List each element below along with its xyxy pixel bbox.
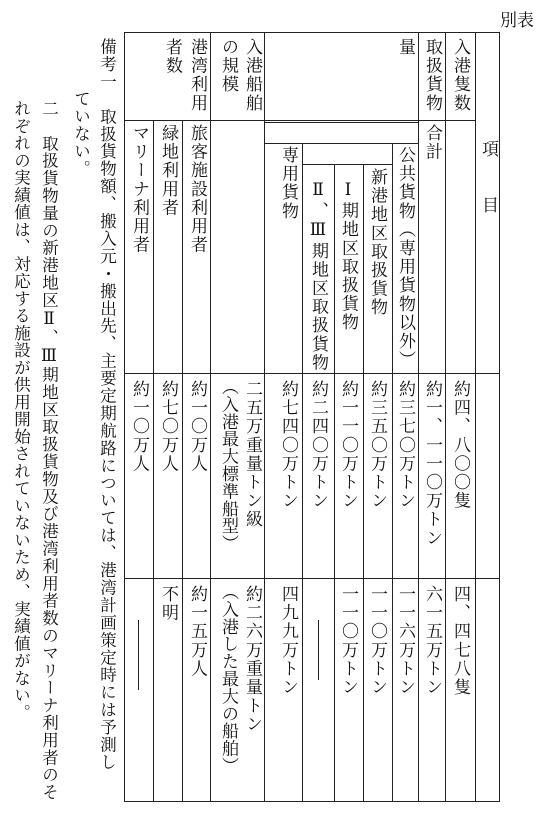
col-line-2 <box>445 32 446 802</box>
col-line-5 <box>363 164 364 802</box>
cargo-label-line <box>264 122 418 123</box>
cargo-public-forecast: 約三七〇万トン <box>395 380 415 511</box>
cargo-dedicated-actual: 四九九万トン <box>278 585 298 697</box>
users-marina-forecast: 約一〇万人 <box>129 380 149 473</box>
shipsize-actual-1: 約二六万重量トン <box>242 585 262 734</box>
note-1-line-1: 備考一 取扱貨物額、搬入元・搬出先、主要定期航路については、港湾計画策定時には予測し <box>97 38 117 771</box>
cargo-newport-actual: 一一〇万トン <box>367 585 387 697</box>
cargo-newport-label: 新港地区取扱貨物 <box>367 168 387 317</box>
shipsize-actual-2: （入港した最大の船舶） <box>218 583 238 775</box>
shipsize-forecast-2: （入港最大標準船型） <box>218 378 238 552</box>
users-label-1: 港湾利用 <box>187 38 207 113</box>
users-passenger-label: 旅客施設利用者 <box>187 124 207 255</box>
public-line <box>302 164 392 165</box>
cargo-total-forecast: 約一、一一〇万トン <box>422 380 442 548</box>
cargo-newport-forecast: 約三五〇万トン <box>367 380 387 511</box>
cargo-phase1-label: Ⅰ期地区取扱貨物 <box>338 180 358 332</box>
cargo-phase1-forecast: 約一一〇万トン <box>338 380 358 511</box>
users-green-label: 緑地利用者 <box>158 124 178 217</box>
cargo-public-label: 公共貨物（専用貨物以外） <box>395 146 415 370</box>
col-line-11 <box>153 120 154 802</box>
cargo-dedicated-label: 専用貨物 <box>278 146 298 221</box>
col-line-6 <box>334 164 335 802</box>
page-title: 別表 <box>500 11 534 31</box>
users-passenger-forecast: 約一〇万人 <box>187 380 207 473</box>
shipsize-label-2: の規模 <box>218 38 238 94</box>
col-line-7 <box>302 143 303 802</box>
header-item: 項 目 <box>478 140 498 215</box>
header-divider-2 <box>124 578 500 579</box>
ships-label: 入港隻数 <box>450 38 470 113</box>
users-label-2: 者数 <box>162 38 182 76</box>
col-line-1 <box>475 32 476 802</box>
shipsize-label-1: 入港船舶 <box>242 38 262 113</box>
col-line-3 <box>418 32 419 802</box>
cargo-phase1-actual: 一一〇万トン <box>338 585 358 697</box>
cargo-public-actual: 一一六万トン <box>395 585 415 697</box>
col-line-8 <box>264 32 265 802</box>
cargo-phase23-label: Ⅱ、Ⅲ期地区取扱貨物 <box>308 180 328 372</box>
users-passenger-actual: 約一五万人 <box>187 585 207 678</box>
ships-actual: 四、四七八隻 <box>450 585 470 697</box>
cargo-total-actual: 六一五万トン <box>422 585 442 697</box>
users-marina-label: マリーナ利用者 <box>129 124 149 255</box>
shipsize-forecast-1: 二五万重量トン級 <box>242 380 262 529</box>
cargo-phase23-forecast: 約二四〇万トン <box>308 380 328 511</box>
note-1-line-2: ていない。 <box>71 90 91 178</box>
col-line-4 <box>392 143 393 802</box>
label-bottom-line <box>124 120 475 121</box>
note-2-line-2: れぞれの実績値は、対応する施設が供用開始されていないため、実績値がない。 <box>11 100 31 721</box>
ships-forecast: 約四、八〇〇隻 <box>450 380 470 511</box>
total-line <box>264 143 418 144</box>
header-divider-1 <box>124 373 500 374</box>
col-line-9 <box>210 32 211 802</box>
users-green-actual: 不明 <box>158 585 178 623</box>
cargo-dedicated-forecast: 約七四〇万トン <box>278 380 298 511</box>
col-line-10 <box>182 120 183 802</box>
cargo-label-1: 取扱貨物 <box>422 38 442 113</box>
cargo-total-label: 合計 <box>422 124 442 162</box>
note-2-line-1: 二 取扱貨物量の新港地区Ⅱ、Ⅲ期地区取扱貨物及び港湾利用者数のマリーナ利用者のそ <box>39 100 59 801</box>
cargo-label-2: 量 <box>395 38 415 57</box>
users-green-forecast: 約七〇万人 <box>158 380 178 473</box>
users-marina-actual-dash <box>138 620 139 690</box>
cargo-phase23-actual-dash <box>318 620 319 680</box>
